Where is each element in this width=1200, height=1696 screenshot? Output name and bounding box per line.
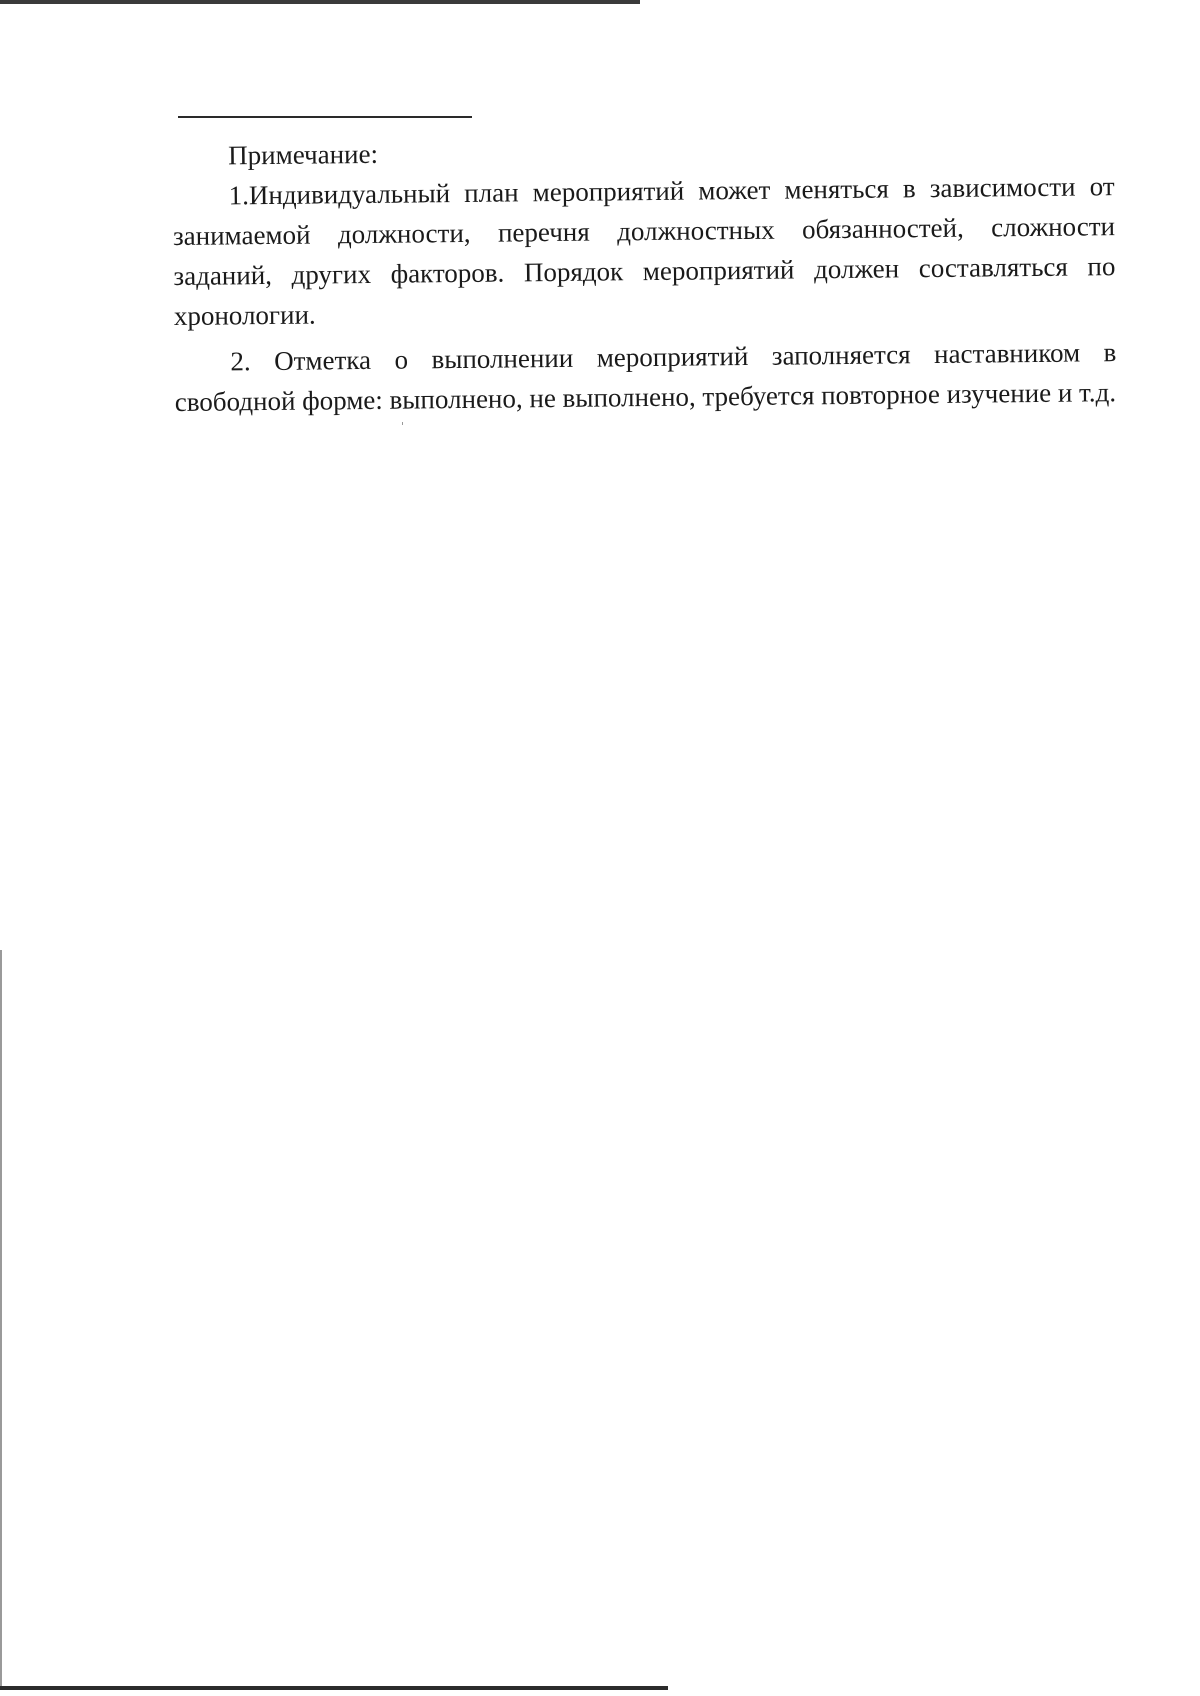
footnote-separator-rule [178,116,472,118]
scan-edge-top [0,0,640,4]
note-item-1: 1.Индивидуальный план мероприятий может меняться в зависимости от занимаемой должности, перечня должностных обязанностей, сложности заданий, других факторов. Порядок мероприятий должен составляться по хронологии. [172,171,1116,331]
scan-edge-bottom [0,1686,668,1690]
note-item-2: 2. Отметка о выполнении мероприятий заполняется наставником в свободной форме: выполнено, не выполнено, требуется повторное изучение и т.д. [174,337,1117,417]
note-heading: Примечание: [228,138,379,171]
note-block [172,126,1117,428]
scan-edge-left [0,950,2,1686]
